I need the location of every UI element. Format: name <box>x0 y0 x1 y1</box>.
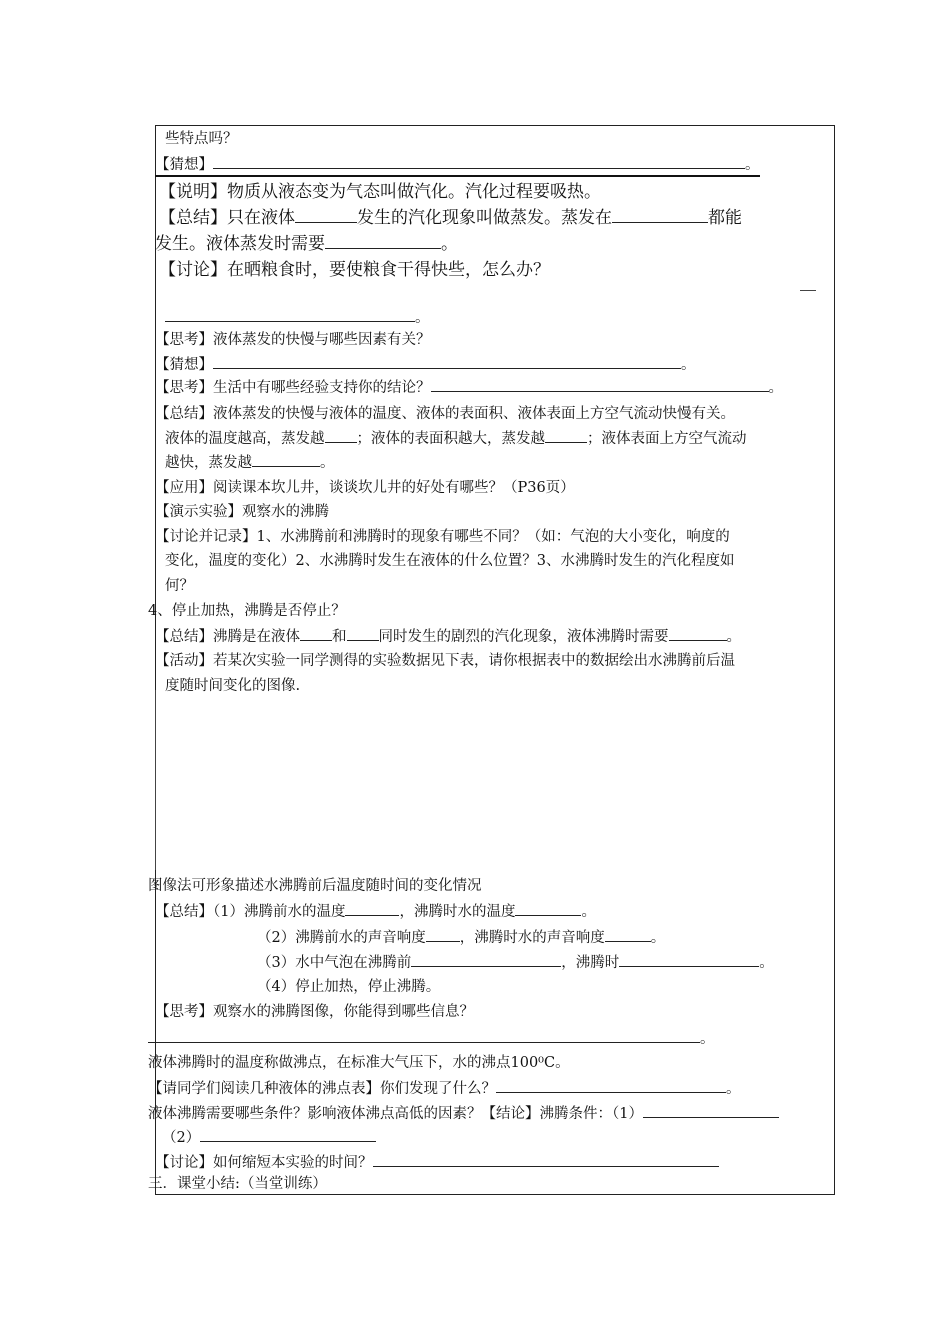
text-line: 【演示实验】观察水的沸腾 <box>155 504 329 520</box>
label-guess: 【猜想】 <box>155 357 213 373</box>
answer-blank <box>669 626 727 641</box>
text-seg: 【请同学们阅读几种液体的沸点表】你们发现了什么？ <box>148 1081 496 1097</box>
text-line: 【说明】物质从液态变为气态叫做汽化。汽化过程要吸热。 <box>159 182 601 202</box>
text-line <box>148 1103 779 1124</box>
text-line <box>165 452 335 473</box>
text-line: 图像法可形象描述水沸腾前后温度随时间的变化情况 <box>148 878 482 894</box>
text-seg: 同时发生的剧烈的汽化现象，液体沸腾时需要 <box>378 629 669 645</box>
text-seg: 液体沸腾需要哪些条件？影响液体沸点高低的因素？【结论】沸腾条件：（1） <box>148 1106 643 1122</box>
answer-blank <box>300 626 332 641</box>
text-seg: ，沸腾时水的温度 <box>399 904 516 920</box>
text-line: 【讨论并记录】1、水沸腾前和沸腾时的现象有哪些不同？（如：气泡的大小变化，响度的 <box>155 529 730 545</box>
text-seg: ；液体表面上方空气流动 <box>587 431 747 447</box>
text-line: 【讨论】在晒粮食时，要使粮食干得快些，怎么办？ <box>159 260 550 280</box>
text-line: 【思考】液体蒸发的快慢与哪些因素有关？ <box>155 332 431 348</box>
text-seg: 【总结】沸腾是在液体 <box>155 629 300 645</box>
text-line <box>155 901 596 922</box>
text-line <box>155 1152 719 1173</box>
text-seg: 【总结】（1）沸腾前水的温度 <box>155 904 346 920</box>
text-line <box>159 206 742 230</box>
text-line <box>165 428 747 449</box>
text-seg: ，沸腾时 <box>561 955 620 971</box>
text-line <box>155 154 760 175</box>
answer-blank <box>496 1078 726 1093</box>
text-line: 【思考】观察水的沸腾图像，你能得到哪些信息？ <box>155 1004 474 1020</box>
answer-blank <box>426 927 460 942</box>
answer-blank <box>325 234 441 249</box>
punct: 。 <box>745 157 760 173</box>
punct: 。 <box>650 930 666 946</box>
punct: 。 <box>581 904 596 920</box>
answer-blank <box>295 208 357 223</box>
answer-blank <box>213 354 681 369</box>
text-line: 度随时间变化的图像. <box>165 678 301 694</box>
text-seg: 发生的汽化现象叫做蒸发。蒸发在 <box>357 208 612 228</box>
text-seg: （3）水中气泡在沸腾前 <box>257 955 412 971</box>
answer-blank <box>200 1127 376 1142</box>
answer-blank <box>619 952 759 967</box>
answer-blank <box>612 208 708 223</box>
punct: 。 <box>726 1081 741 1097</box>
text-line <box>148 1078 741 1099</box>
answer-blank <box>545 428 587 443</box>
answer-blank <box>643 1103 779 1118</box>
text-seg: 【讨论】如何缩短本实验的时间？ <box>155 1155 373 1171</box>
answer-blank <box>373 1152 719 1167</box>
text-line <box>257 927 665 948</box>
text-line: 何？ <box>165 578 194 594</box>
text-seg: 【总结】只在液体 <box>159 208 295 228</box>
answer-blank <box>325 428 357 443</box>
text-seg: 发生。液体蒸发时需要 <box>155 234 325 254</box>
text-line <box>155 626 741 647</box>
text-line <box>162 1127 376 1148</box>
punct: 。 <box>700 1031 715 1047</box>
answer-blank <box>515 901 581 916</box>
text-seg: 【思考】生活中有哪些经验支持你的结论？ <box>155 380 431 396</box>
label-guess: 【猜想】 <box>155 157 213 173</box>
text-seg: 越快，蒸发越 <box>165 455 252 471</box>
text-line: （4）停止加热，停止沸腾。 <box>257 979 441 995</box>
punct: 。 <box>759 955 774 971</box>
text-line: 【应用】阅读课本坎儿井，谈谈坎儿井的好处有哪些？（P36页） <box>155 480 575 496</box>
answer-blank <box>605 927 651 942</box>
text-line <box>155 377 783 398</box>
text-line: 4、停止加热，沸腾是否停止？ <box>148 603 346 619</box>
answer-blank <box>347 626 379 641</box>
graph-area-edge <box>155 690 156 870</box>
answer-blank <box>411 952 561 967</box>
answer-blank <box>213 154 745 169</box>
text-line <box>257 952 774 973</box>
text-line: 液体沸腾时的温度称做沸点，在标准大气压下，水的沸点100⁰C。 <box>148 1055 570 1071</box>
text-line: 【总结】液体蒸发的快慢与液体的温度、液体的表面积、液体表面上方空气流动快慢有关。 <box>155 406 735 422</box>
answer-blank <box>148 1028 700 1043</box>
answer-blank <box>345 901 399 916</box>
answer-blank <box>165 307 415 322</box>
answer-blank <box>431 377 769 392</box>
punct: 。 <box>320 455 335 471</box>
stray-mark <box>800 290 816 291</box>
text-seg: （2） <box>162 1130 201 1146</box>
text-seg: 液体的温度越高，蒸发越 <box>165 431 325 447</box>
text-seg: ；液体的表面积越大，蒸发越 <box>356 431 545 447</box>
text-line <box>155 354 696 375</box>
text-seg: 。 <box>441 234 458 254</box>
punct: 。 <box>726 629 741 645</box>
text-line: 变化，温度的变化）2、水沸腾时发生在液体的什么位置？3、水沸腾时发生的汽化程度如 <box>165 553 735 569</box>
answer-blank <box>252 452 320 467</box>
text-line <box>165 307 430 328</box>
punct: 。 <box>415 310 430 326</box>
text-seg: 都能 <box>708 208 742 228</box>
punct: 。 <box>681 357 696 373</box>
text-line: 【活动】若某次实验一同学测得的实验数据见下表，请你根据表中的数据绘出水沸腾前后温 <box>155 653 735 669</box>
text-line <box>148 1028 715 1049</box>
text-line: 三．课堂小结:（当堂训练） <box>148 1176 327 1192</box>
text-seg: （2）沸腾前水的声音响度 <box>257 930 426 946</box>
text-line <box>155 232 458 256</box>
divider <box>155 175 760 177</box>
punct: 。 <box>768 380 783 396</box>
text-seg: ，沸腾时水的声音响度 <box>459 930 605 946</box>
text-seg: 和 <box>332 629 347 645</box>
text-line: 些特点吗？ <box>165 131 238 147</box>
